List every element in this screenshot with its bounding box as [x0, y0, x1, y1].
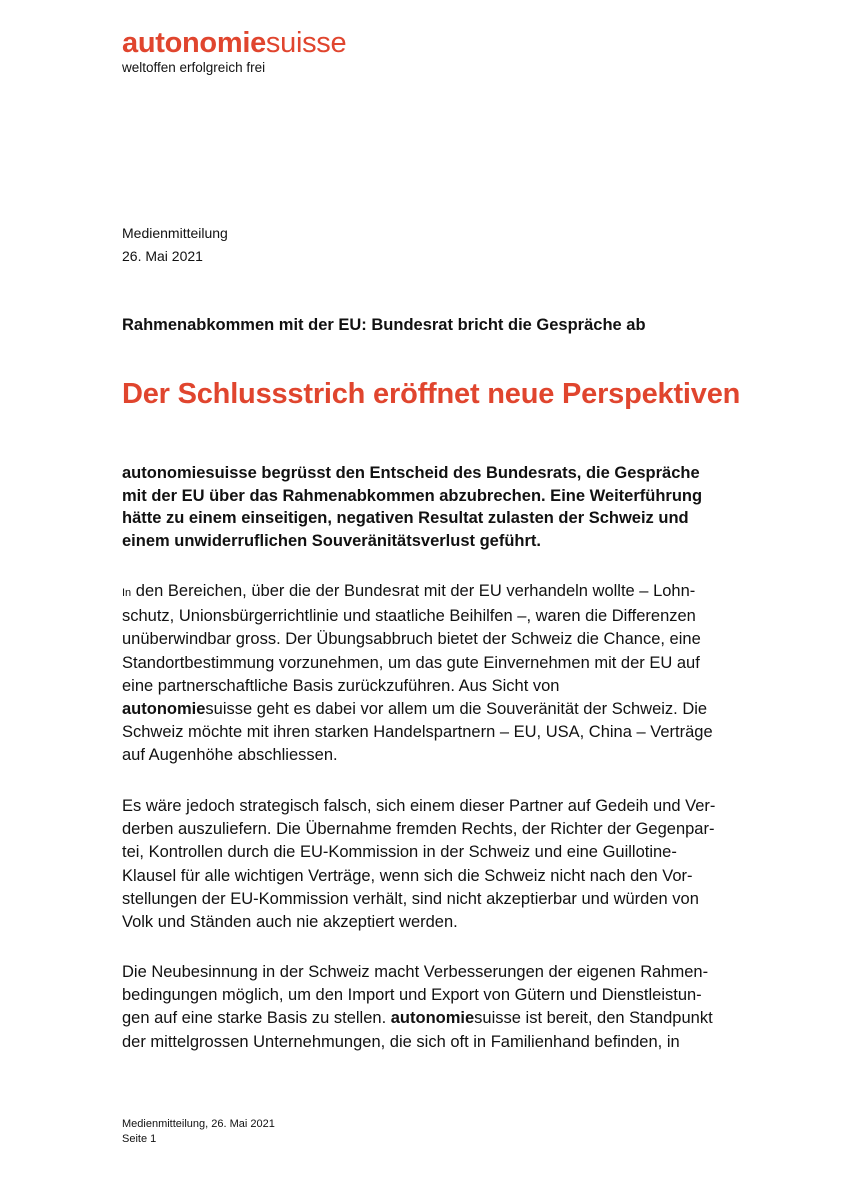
brand-bold: autonomie	[390, 1009, 475, 1028]
logo-wordmark	[122, 28, 346, 58]
footer-doc-info: Medienmitteilung, 26. Mai 2021	[122, 1118, 275, 1130]
headline: Der Schlussstrich eröffnet neue Perspektiven	[122, 378, 741, 410]
page-number: Seite 1	[122, 1133, 157, 1145]
body-paragraph-3	[122, 961, 762, 1054]
first-word: In	[122, 587, 132, 599]
lead-line: autonomiesuisse begrüsst den Entscheid des Bundesrats, die Gespräche	[122, 464, 700, 482]
page-footer	[122, 1117, 275, 1147]
paragraph-line: Volk und Ständen auch nie akzeptiert werden.	[122, 913, 458, 932]
paragraph-line: Die Neubesinnung in der Schweiz macht Verbesserungen der eigenen Rahmen-	[122, 963, 709, 981]
paragraph-line: bedingungen möglich, um den Import und Export von Gütern und Dienstleistun-	[122, 986, 702, 1005]
paragraph-line: Schweiz möchte mit ihren starken Handelspartnern – EU, USA, China – Verträge	[122, 723, 713, 742]
paragraph-line: unüberwindbar gross. Der Übungsabbruch bietet der Schweiz die Chance, eine	[122, 630, 701, 649]
paragraph-line: stellungen der EU-Kommission verhält, sind nicht akzeptierbar und würden von	[122, 889, 699, 908]
document-type: Medienmitteilung	[122, 225, 228, 241]
lead-line: einem unwiderruflichen Souveränitätsverlust geführt.	[122, 531, 542, 550]
line-rest: den Bereichen, über die der Bundesrat mit der EU verhandeln wollte – Lohn-	[131, 582, 696, 600]
lead-line: hätte zu einem einseitigen, negativen Resultat zulasten der Schweiz und	[122, 509, 689, 527]
logo-bold: autonomie	[122, 27, 266, 59]
paragraph-line: schutz, Unionsbürgerrichtlinie und staatliche Beihilfen –, waren die Differenzen	[122, 607, 696, 626]
brand-logo	[122, 28, 346, 75]
body-paragraph-2	[122, 795, 762, 934]
brand-bold: autonomie	[122, 700, 206, 719]
paragraph-line	[122, 1007, 762, 1030]
lead-paragraph	[122, 462, 732, 552]
document-date: 26. Mai 2021	[122, 248, 203, 264]
lead-line: mit der EU über das Rahmenabkommen abzubrechen. Eine Weiterführung	[122, 486, 703, 505]
paragraph-line: Es wäre jedoch strategisch falsch, sich einem dieser Partner auf Gedeih und Ver-	[122, 797, 716, 815]
paragraph-line: tei, Kontrollen durch die EU-Kommission in der Schweiz und eine Guillotine-	[122, 843, 677, 862]
body-paragraph-1	[122, 580, 762, 768]
line-start: gen auf eine starke Basis zu stellen.	[122, 1009, 387, 1028]
paragraph-line: derben auszuliefern. Die Übernahme fremden Rechts, der Richter der Gegenpar-	[122, 820, 715, 839]
line-rest: suisse geht es dabei vor allem um die Souveränität der Schweiz. Die	[205, 700, 708, 719]
paragraph-line: Standortbestimmung vorzunehmen, um das gute Einvernehmen mit der EU auf	[122, 653, 700, 672]
paragraph-line: der mittelgrossen Unternehmungen, die sich oft in Familienhand befinden, in	[122, 1032, 680, 1051]
logo-tagline: weltoffen erfolgreich frei	[122, 60, 266, 75]
document-meta	[122, 222, 228, 268]
paragraph-line	[122, 698, 762, 721]
subheadline: Rahmenabkommen mit der EU: Bundesrat bricht die Gespräche ab	[122, 316, 646, 334]
paragraph-line: auf Augenhöhe abschliessen.	[122, 746, 338, 765]
logo-light: suisse	[265, 27, 347, 59]
line-rest: suisse ist bereit, den Standpunkt	[474, 1009, 713, 1028]
paragraph-line: eine partnerschaftliche Basis zurückzuführen. Aus Sicht von	[122, 676, 560, 695]
paragraph-line	[122, 580, 762, 605]
paragraph-line: Klausel für alle wichtigen Verträge, wenn sich die Schweiz nicht nach den Vor-	[122, 866, 693, 885]
